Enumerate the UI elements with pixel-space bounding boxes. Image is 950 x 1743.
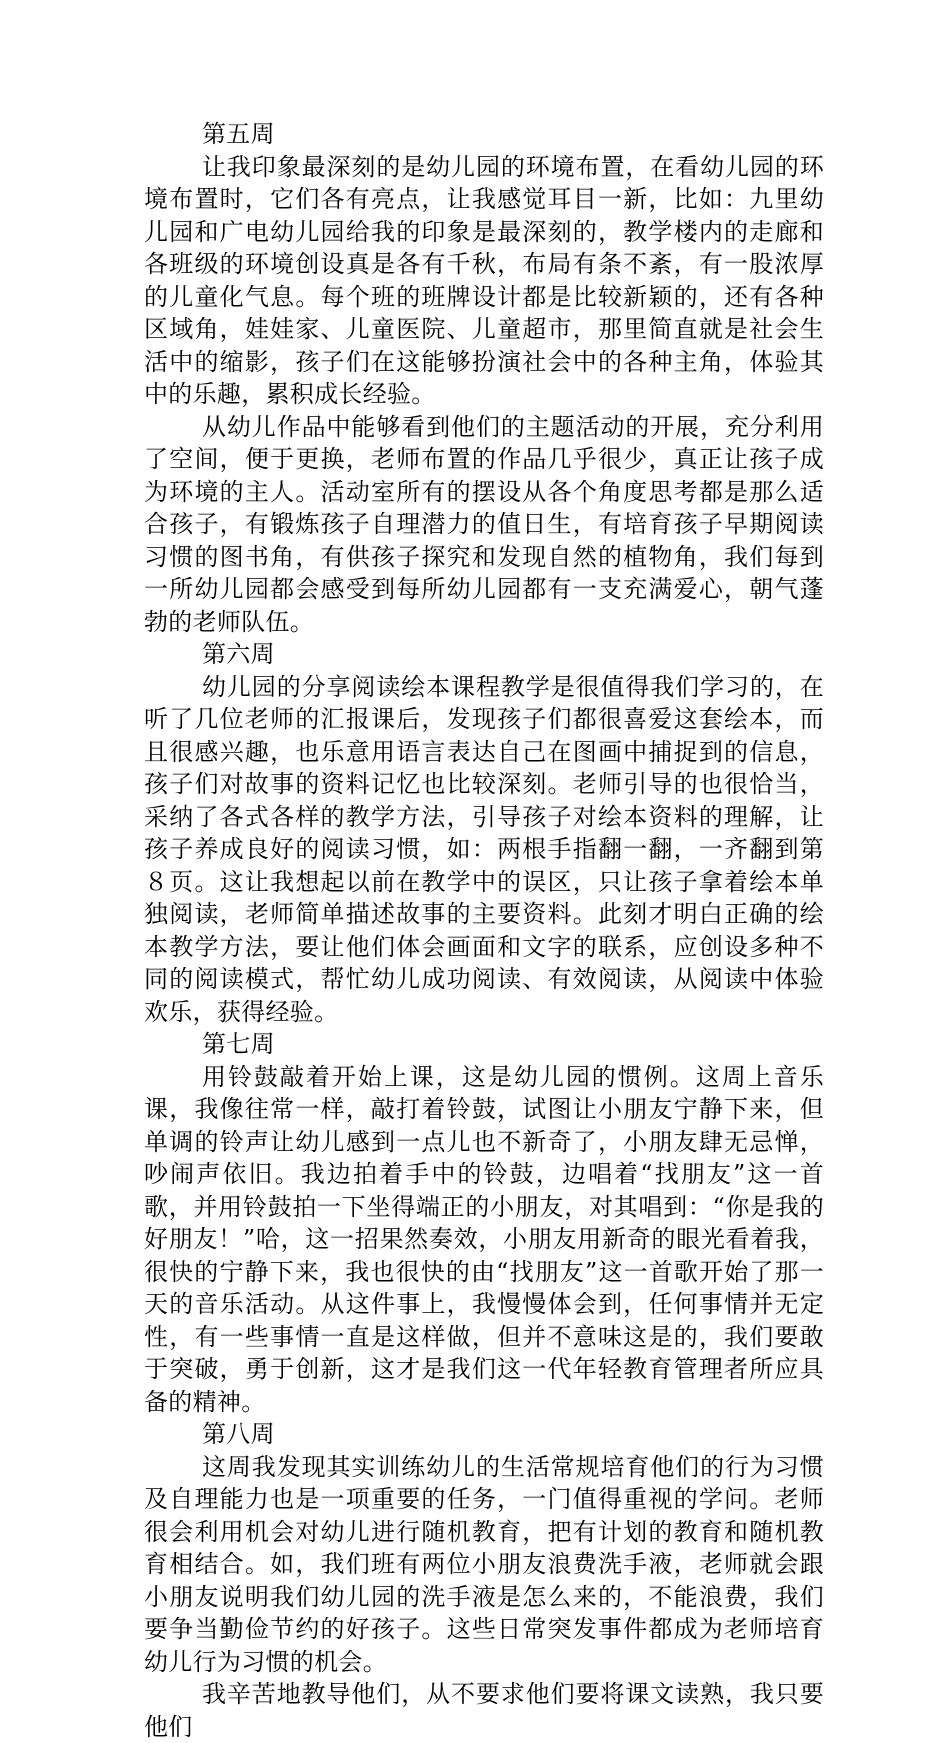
document-body — [144, 118, 824, 1743]
paragraph: 这周我发现其实训练幼儿的生活常规培育他们的行为习惯及自理能力也是一项重要的任务，一门值得重视的学问。老师很会利用机会对幼儿进行随机教育，把有计划的教育和随机教育相结合。如，我们班有两位小朋友浪费洗手液，老师就会跟小朋友说明我们幼儿园的洗手液是怎么来的，不能浪费，我们要争当勤俭节约的好孩子。这些日常突发事件都成为老师培育幼儿行为习惯的机会。 — [144, 1452, 824, 1676]
section-heading-week8: 第八周 — [202, 1420, 275, 1448]
paragraph: 让我印象最深刻的是幼儿园的环境布置，在看幼儿园的环境布置时，它们各有亮点，让我感觉耳目一新，比如：九里幼儿园和广电幼儿园给我的印象是最深刻的，教学楼内的走廊和各班级的环境创设真是各有千秋，布局有条不紊，有一股浓厚的儿童化气息。每个班的班牌设计都是比较新颖的，还有各种区域角，娃娃家、儿童医院、儿童超市，那里简直就是社会生活中的缩影，孩子们在这能够扮演社会中的各种主角，体验其中的乐趣，累积成长经验。 — [144, 152, 824, 408]
section-heading-week6: 第六周 — [202, 640, 275, 668]
paragraph: 我辛苦地教导他们，从不要求他们要将课文读熟，我只要他们 — [144, 1680, 824, 1741]
paragraph: 用铃鼓敲着开始上课，这是幼儿园的惯例。这周上音乐课，我像往常一样，敲打着铃鼓，试图让小朋友宁静下来，但单调的铃声让幼儿感到一点儿也不新奇了，小朋友肆无忌惮，吵闹声依旧。我边拍着手中的铃鼓，边唱着“找朋友”这一首歌，并用铃鼓拍一下坐得端正的小朋友，对其唱到：“你是我的好朋友！”哈，这一招果然奏效，小朋友用新奇的眼光看着我，很快的宁静下来，我也很快的由“找朋友”这一首歌开始了那一天的音乐活动。从这件事上，我慢慢体会到，任何事情并无定性，有一些事情一直是这样做，但并不意味这是的，我们要敢于突破，勇于创新，这才是我们这一代年轻教育管理者所应具备的精神。 — [144, 1062, 824, 1416]
paragraph: 幼儿园的分享阅读绘本课程教学是很值得我们学习的，在听了几位老师的汇报课后，发现孩子们都很喜爱这套绘本，而且很感兴趣，也乐意用语言表达自己在图画中捕捉到的信息，孩子们对故事的资料记忆也比较深刻。老师引导的也很恰当，采纳了各式各样的教学方法，引导孩子对绘本资料的理解，让孩子养成良好的阅读习惯，如：两根手指翻一翻，一齐翻到第８页。这让我想起以前在教学中的误区，只让孩子拿着绘本单独阅读，老师简单描述故事的主要资料。此刻才明白正确的绘本教学方法，要让他们体会画面和文字的联系，应创设多种不同的阅读模式，帮忙幼儿成功阅读、有效阅读，从阅读中体验欢乐，获得经验。 — [144, 672, 824, 1026]
section-heading-week7: 第七周 — [202, 1030, 275, 1058]
paragraph: 从幼儿作品中能够看到他们的主题活动的开展，充分利用了空间，便于更换，老师布置的作品几乎很少，真正让孩子成为环境的主人。活动室所有的摆设从各个角度思考都是那么适合孩子，有锻炼孩子自理潜力的值日生，有培育孩子早期阅读习惯的图书角，有供孩子探究和发现自然的植物角，我们每到一所幼儿园都会感受到每所幼儿园都有一支充满爱心，朝气蓬勃的老师队伍。 — [144, 412, 824, 636]
section-heading-week5: 第五周 — [202, 120, 275, 148]
